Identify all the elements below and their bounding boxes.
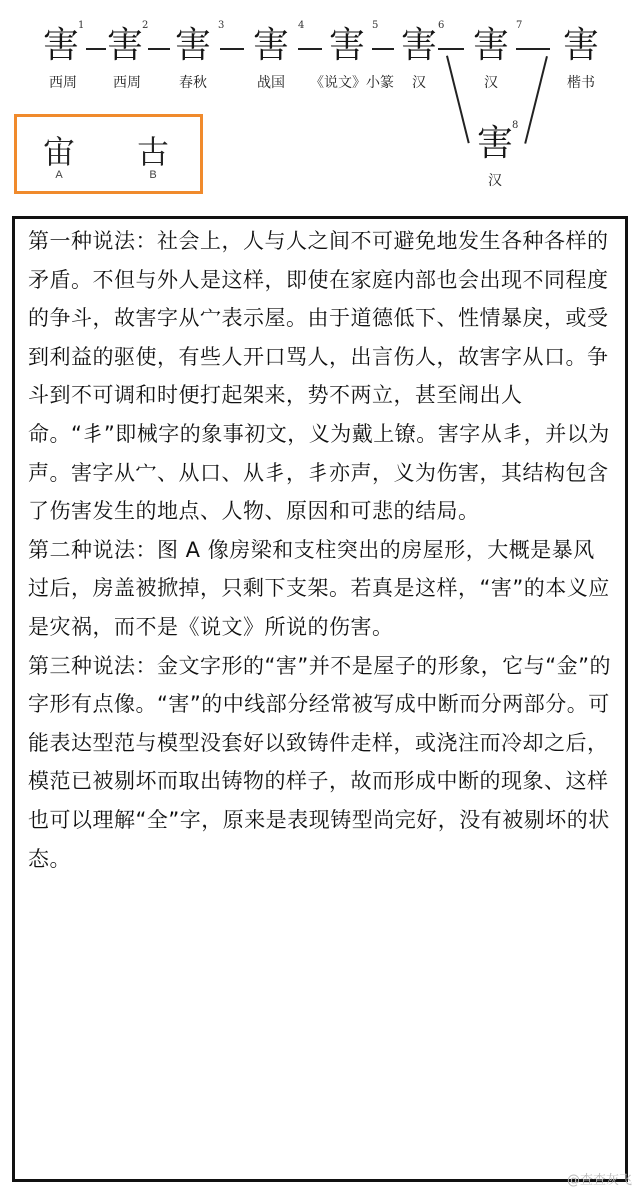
glyph-number: 2 bbox=[142, 20, 149, 31]
variant-b-glyph: 古 bbox=[136, 133, 169, 171]
connector-line bbox=[220, 48, 244, 50]
glyph-6: 害 bbox=[400, 25, 437, 66]
glyph-5: 害 bbox=[328, 25, 365, 66]
connector-line bbox=[516, 48, 550, 50]
glyph-3: 害 bbox=[174, 25, 211, 66]
watermark: @查查灰飞 bbox=[566, 1173, 632, 1188]
glyph-era: 汉 bbox=[484, 75, 498, 91]
glyph-number: 4 bbox=[298, 20, 305, 31]
glyph-number: 5 bbox=[372, 20, 379, 31]
connector-line bbox=[372, 48, 394, 50]
glyph-kaishu: 害 bbox=[562, 25, 599, 66]
paragraph-theory-3: 第三种说法：金文字形的“害”并不是屋子的形象，它与“金”的字形有点像。“害”的中线部分经常被写成中断而分两部分。可能表达型范与模型没套好以致铸件走样，或浇注而冷却之后，模范已被剔坏而取出铸物的样子，故而形成中断的现象、这样也可以理解“全”字，原来是表现铸型尚完好，没有被剔坏的状态。 bbox=[28, 653, 612, 871]
glyph-era: 汉 bbox=[488, 173, 502, 189]
branch-line bbox=[524, 56, 547, 144]
glyph-era: 西周 bbox=[49, 75, 77, 91]
glyph-8: 害 bbox=[476, 123, 513, 164]
glyph-7: 害 bbox=[472, 25, 509, 66]
paragraph-theory-2: 第二种说法：图 A 像房梁和支柱突出的房屋形，大概是暴风过后，房盖被掀掉，只剩下支架。若真是这样，“害”的本义应是灾祸，而不是《说文》所说的伤害。 bbox=[28, 537, 610, 639]
glyph-4: 害 bbox=[252, 25, 289, 66]
glyph-2: 害 bbox=[106, 25, 143, 66]
connector-line bbox=[298, 48, 322, 50]
variant-a-label: A bbox=[55, 169, 63, 181]
glyph-number: 1 bbox=[78, 20, 85, 31]
article-body bbox=[28, 222, 614, 878]
variant-a-glyph: 宙 bbox=[42, 133, 75, 171]
variant-box bbox=[14, 114, 203, 194]
glyph-number: 3 bbox=[218, 20, 225, 31]
glyph-number: 6 bbox=[438, 20, 445, 31]
glyph-number: 8 bbox=[512, 120, 519, 131]
glyph-era: 春秋 bbox=[179, 75, 207, 91]
connector-line bbox=[148, 48, 170, 50]
glyph-era: 西周 bbox=[113, 75, 141, 91]
glyph-evolution-chart bbox=[0, 0, 640, 210]
glyph-era: 汉 bbox=[412, 75, 426, 91]
glyph-era: 楷书 bbox=[567, 75, 595, 91]
glyph-era: 《说文》小篆 bbox=[310, 75, 394, 91]
variant-b-label: B bbox=[149, 169, 157, 181]
branch-line bbox=[446, 56, 469, 144]
glyph-number: 7 bbox=[516, 20, 523, 31]
connector-line bbox=[438, 48, 464, 50]
glyph-1: 害 bbox=[42, 25, 79, 66]
paragraph-theory-1: 第一种说法：社会上，人与人之间不可避免地发生各种各样的矛盾。不但与外人是这样，即使在家庭内部也会出现不同程度的争斗，故害字从宀表示屋。由于道德低下、性情暴戾，或受到利益的驱使，有些人开口骂人，出言伤人，故害字从口。争斗到不可调和时便打起架来，势不两立，甚至闹出人命。“丯”即械字的象事初文，义为戴上镣。害字从丯，并以为声。害字从宀、从口、从丯，丯亦声，义为伤害，其结构包含了伤害发生的地点、人物、原因和可悲的结局。 bbox=[28, 229, 610, 524]
glyph-era: 战国 bbox=[257, 75, 285, 91]
